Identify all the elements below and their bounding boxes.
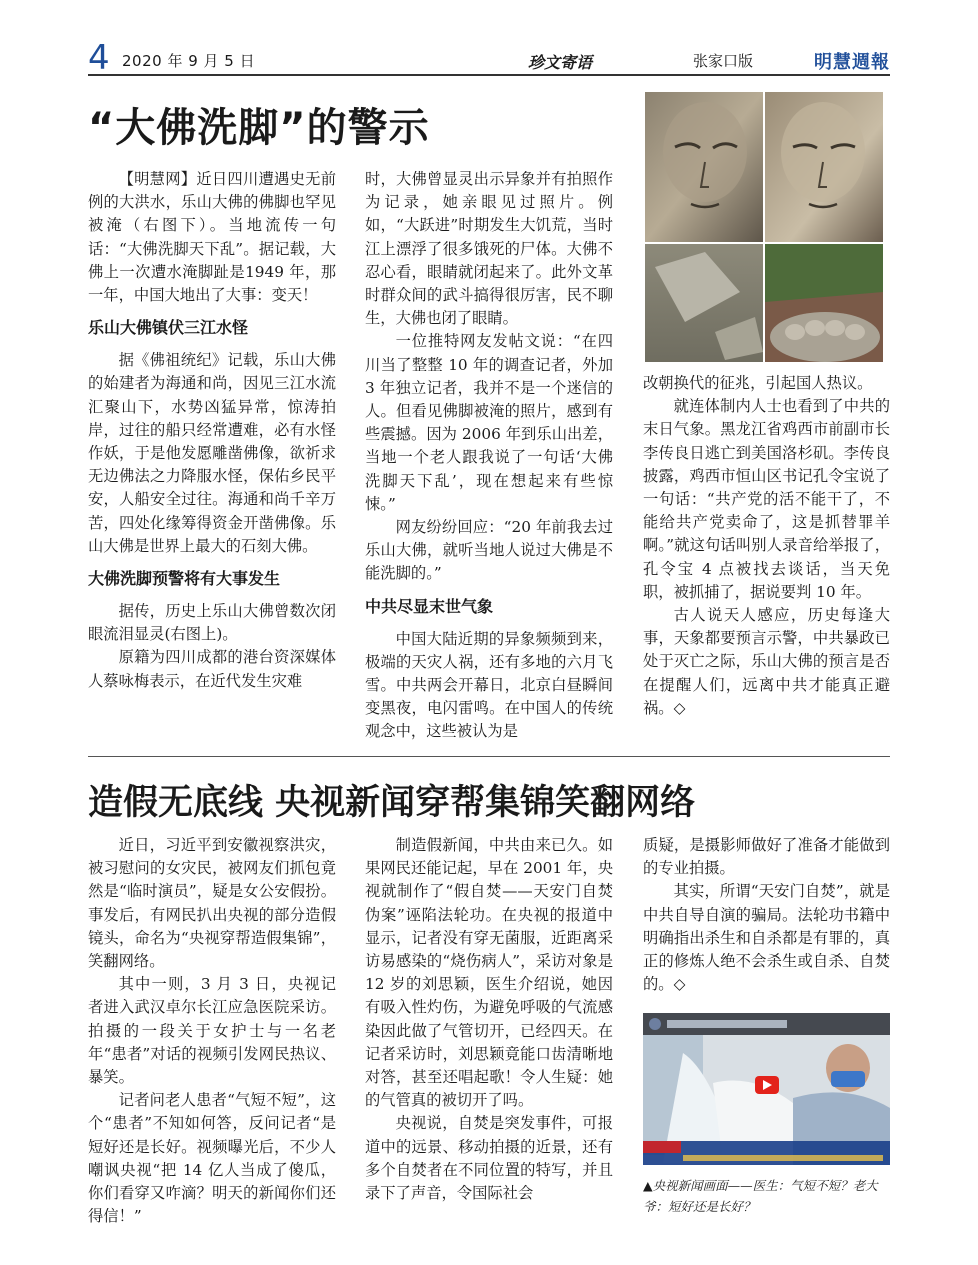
newspaper-brand: 明慧週報 <box>814 52 890 73</box>
paragraph: 其实，所谓“天安门自焚”，就是中共自导自演的骗局。法轮功书籍中明确指出杀生和自杀都是有罪的，真正的修炼人绝不会杀生或自杀、自焚的。◇ <box>643 882 890 994</box>
edition-name: 张家口版 <box>693 52 754 70</box>
paragraph: 据传，历史上乐山大佛曾数次闭眼流泪显灵(右图上)。 <box>88 602 336 644</box>
video-frame <box>643 1013 890 1165</box>
paragraph: 制造假新闻，中共由来已久。如果网民还能记起，早在 2001 年，央视就制作了“假自焚——天安门自焚伪案”诬陷法轮功。在央视的报道中显示，记者没有穿无菌服，近距离采访易感染的“烧伤病人”，采访对象是 12 岁的刘思颖，医生介绍说，她因有吸入性灼伤，为避免呼吸的气流感染因此做了气管切开，已经四天。在记者采访时，刘思颖竟能口齿清晰地对答，甚至还唱起歌！令人生疑：她的气管真的被切开了吗。 <box>365 836 613 1110</box>
paragraph: 改朝换代的征兆，引起国人热议。 <box>643 374 873 392</box>
paragraph: 时，大佛曾显灵出示异象并有拍照作为记录，她亲眼见过照片。例如，“大跃进”时期发生大饥荒，当时江上漂浮了很多饿死的尸体。大佛不忍心看，眼睛就闭起来了。此外文革时群众间的武斗搞得很厉害，民不聊生，大佛也闭了眼睛。 <box>365 170 613 328</box>
news-video-screenshot <box>643 1013 890 1165</box>
subheading: 中共尽显末世气象 <box>365 596 494 616</box>
buddha-photo <box>645 92 883 362</box>
page-header <box>88 38 890 78</box>
paragraph: 央视说，自焚是突发事件，可报道中的远景、移动拍摄的近景，还有多个自焚者在不同位置的特写，并且录下了声音，令国际社会 <box>365 1114 613 1203</box>
buddha-photo-collage <box>645 92 883 362</box>
paragraph: 一位推特网友发帖文说：“在四川当了整整 10 年的调查记者，外加 3 年独立记者，我并不是一个迷信的人。但看见佛脚被淹的照片，感到有些震撼。因为 2006 年到乐山出差，当地一个老人跟我说了一句话‘大佛洗脚天下乱’，现在想起来有些惊悚。” <box>365 332 613 513</box>
article2-column-1 <box>88 834 336 1228</box>
paragraph: 网友纷纷回应：“20 年前我去过乐山大佛，就听当地人说过大佛是不能洗脚的。” <box>365 518 613 583</box>
paragraph: 其中一则，3 月 3 日，央视记者进入武汉卓尔长江应急医院采访。拍摄的一段关于女护士与一名老年“患者”对话的视频引发网民热议、暴笑。 <box>88 975 336 1087</box>
paragraph: 质疑，是摄影师做好了准备才能做到的专业拍摄。 <box>643 836 890 878</box>
subheading: 大佛洗脚预警将有大事发生 <box>88 569 281 589</box>
article1-column-1 <box>88 168 336 693</box>
article2-column-2 <box>365 834 613 1205</box>
photo-caption: ▲央视新闻画面——医生：气短不短？老大爷：短好还是长好？ <box>643 1178 878 1214</box>
paragraph: 中国大陆近期的异象频频到来，极端的天灾人祸，还有多地的六月飞雪。中共两会开幕日，北京白昼瞬间变黑夜，电闪雷鸣。在中国人的传统观念中，这些被认为是 <box>365 629 613 741</box>
paragraph: 【明慧网】近日四川遭遇史无前例的大洪水，乐山大佛的佛脚也罕见被淹（右图下）。当地流传一句话：“大佛洗脚天下乱”。据记载，大佛上一次遭水淹脚趾是1949 年，那一年，中国大地出了大事：变天！ <box>88 170 336 305</box>
article-divider <box>88 756 890 757</box>
paragraph: 近日，习近平到安徽视察洪灾，被习慰问的女灾民，被网友们抓包竟然是“临时演员”，疑是女公安假扮。事发后，有网民扒出央视的部分造假镜头，命名为“央视穿帮造假集锦”，笑翻网络。 <box>88 836 336 971</box>
issue-date: 2020 年 9 月 5 日 <box>122 52 256 70</box>
paragraph: 据《佛祖统纪》记载，乐山大佛的始建者为海通和尚，因见三江水流汇聚山下，水势凶猛异常，惊涛拍岸，过往的船只经常遭难，必有水怪作妖，于是他发愿雕凿佛像，欲祈求无边佛法之力降服水怪，保佑乡民平安，人船安全过往。海通和尚千辛万苦，四处化缘筹得资金开凿佛像。乐山大佛是世界上最大的石刻大佛。 <box>88 351 336 555</box>
paragraph: 记者问老人患者“气短不短”，这个“患者”不知如何答，反问记者“是短好还是长好。视频曝光后，不少人嘲讽央视“把 14 亿人当成了傻瓜，你们看穿又咋滴？明天的新闻你们还得信！” <box>88 1091 336 1226</box>
paragraph: 原籍为四川成都的港台资深媒体人蔡咏梅表示，在近代发生灾难 <box>88 648 336 690</box>
section-name: 珍文寄语 <box>528 53 593 72</box>
subheading: 乐山大佛镇伏三江水怪 <box>88 318 249 338</box>
paragraph: 古人说天人感应，历史每逢大事，天象都要预言示警，中共暴政已处于灭亡之际，乐山大佛的预言是否在提醒人们，远离中共才能真正避祸。◇ <box>643 606 890 717</box>
page-number: 4 <box>88 38 110 78</box>
article1-column-2 <box>365 168 613 744</box>
article1-headline: “大佛洗脚”的警示 <box>88 105 430 151</box>
article1-column-3 <box>643 372 890 720</box>
paragraph: 就连体制内人士也看到了中共的末日气象。黑龙江省鸡西市前副市长李传良日逃亡到美国洛杉矶。李传良披露，鸡西市恒山区书记孔令宝说了一句话：“共产党的活不能干了，不能给共产党卖命了，这是抓替罪羊啊。”就这句话叫别人录音给举报了，孔令宝 4 点被找去谈话，当天免职，被抓捕了，据说要判 10 年。 <box>643 397 890 601</box>
article2-headline: 造假无底线 央视新闻穿帮集锦笑翻网络 <box>88 783 696 823</box>
article2-column-3 <box>643 834 890 996</box>
